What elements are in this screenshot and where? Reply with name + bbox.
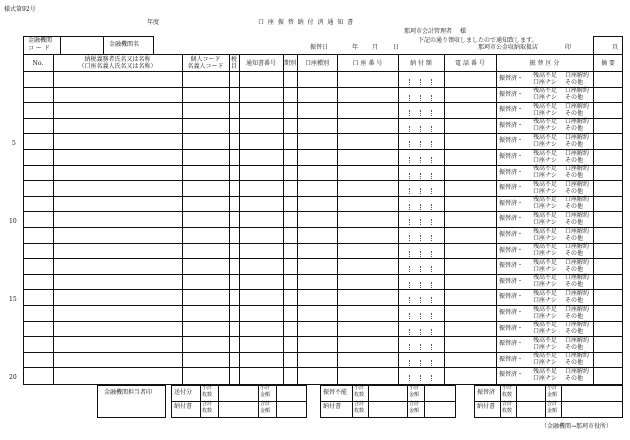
row-transfer-done: 振替済・ <box>499 199 524 207</box>
col-taxpayer-1: 納税義務者氏名又は名称 <box>84 56 151 63</box>
row-option-cancelled: 口座解約 <box>565 180 590 188</box>
row-transfer-done: 振替済・ <box>499 231 524 238</box>
issuer-name: 那珂市公金収納取扱店 <box>478 44 539 51</box>
row-option-other: その他 <box>565 359 584 367</box>
failed-count-label-2: 枚数 <box>354 408 365 414</box>
row-option-insufficient: 残高不足 <box>533 289 558 297</box>
row-option-other: その他 <box>565 374 584 382</box>
done-subtotal-count: 小計 <box>502 385 513 391</box>
row-transfer-done: 振替済・ <box>499 262 524 270</box>
day-label: 日 <box>393 44 400 51</box>
row-option-cancelled: 口座解約 <box>565 165 590 173</box>
row-option-insufficient: 残高不足 <box>533 258 558 266</box>
row-option-insufficient: 残高不足 <box>533 211 558 219</box>
row-option-other: その他 <box>565 328 584 336</box>
col-personal-code-2: 名義人コード <box>187 63 224 70</box>
row-option-insufficient: 残高不足 <box>533 196 558 204</box>
row-transfer-done: 振替済・ <box>499 153 524 160</box>
row-option-no-account: 口座ナシ <box>533 156 557 164</box>
row-option-no-account: 口座ナシ <box>533 250 557 258</box>
col-taxpayer-2: （口座名義人氏名又は名称） <box>78 63 157 70</box>
row-marker-15: 15 <box>9 296 17 303</box>
row-transfer-done: 振替済・ <box>499 246 524 254</box>
row-option-no-account: 口座ナシ <box>533 296 557 304</box>
row-option-no-account: 口座ナシ <box>533 374 557 382</box>
row-transfer-done: 振替済・ <box>499 371 524 379</box>
failed-total-count: 合計 <box>354 401 365 407</box>
row-option-cancelled: 口座解約 <box>565 258 590 266</box>
row-option-insufficient: 残高不足 <box>533 227 558 235</box>
row-option-insufficient: 残高不足 <box>533 321 558 329</box>
row-option-cancelled: 口座解約 <box>565 196 590 204</box>
sent-amount-label: 金額 <box>260 392 271 398</box>
row-option-no-account: 口座ナシ <box>533 172 557 180</box>
row-option-cancelled: 口座解約 <box>565 336 590 344</box>
row-option-insufficient: 残高不足 <box>533 165 558 173</box>
sent-subtotal-count: 小計 <box>202 385 213 391</box>
copy-note: （金融機関→那珂市役所） <box>541 423 613 430</box>
row-option-insufficient: 残高不足 <box>533 274 558 282</box>
row-option-cancelled: 口座解約 <box>565 305 590 313</box>
row-option-no-account: 口座ナシ <box>533 265 557 273</box>
row-option-other: その他 <box>565 312 584 320</box>
sent-subtotal-amount: 小計 <box>260 385 271 391</box>
row-option-insufficient: 残高不足 <box>533 102 558 110</box>
row-option-other: その他 <box>565 125 584 133</box>
row-option-no-account: 口座ナシ <box>533 109 557 117</box>
done-amount-label-2: 金額 <box>547 408 558 414</box>
row-transfer-done: 振替済・ <box>499 340 524 348</box>
col-no: No. <box>32 60 44 67</box>
failed-label: 振替不能 <box>323 389 348 396</box>
row-option-no-account: 口座ナシ <box>533 218 557 226</box>
row-transfer-done: 振替済・ <box>499 293 524 301</box>
row-option-insufficient: 残高不足 <box>533 149 558 157</box>
row-option-no-account: 口座ナシ <box>533 328 557 336</box>
form-number: 様式第92号 <box>4 6 36 13</box>
fiscal-year-label: 年度 <box>147 19 160 26</box>
bank-staff-seal-label: 金融機関担当者印 <box>104 389 153 396</box>
row-option-cancelled: 口座解約 <box>565 118 590 126</box>
col-transfer-class: 振 替 区 分 <box>529 60 560 67</box>
row-option-other: その他 <box>565 265 584 273</box>
failed-subtotal-count: 小計 <box>354 385 365 391</box>
row-option-cancelled: 口座解約 <box>565 227 590 235</box>
row-option-no-account: 口座ナシ <box>533 78 557 86</box>
col-account-no: 口 座 番 号 <box>352 60 383 67</box>
col-account-type: 口座種別 <box>304 60 329 67</box>
row-option-other: その他 <box>565 234 584 242</box>
row-transfer-done: 振替済・ <box>499 75 524 82</box>
transfer-date-label: 振替日 <box>310 44 329 51</box>
row-option-other: その他 <box>565 78 584 86</box>
row-transfer-done: 振替済・ <box>499 184 524 192</box>
col-notice-no: 通知書番号 <box>245 60 276 67</box>
row-option-insufficient: 残高不足 <box>533 367 558 375</box>
done-label: 振替済 <box>477 389 496 396</box>
row-option-no-account: 口座ナシ <box>533 359 557 367</box>
row-option-other: その他 <box>565 343 584 351</box>
row-transfer-done: 振替済・ <box>499 168 524 176</box>
col-tax-item-2: 目 <box>230 63 237 70</box>
failed-total-amount: 合計 <box>409 401 420 407</box>
page-label: 頁 <box>612 44 619 51</box>
row-transfer-done: 振替済・ <box>499 121 524 129</box>
row-transfer-done: 振替済・ <box>499 137 524 145</box>
failed-amount-label-2: 金額 <box>409 408 420 414</box>
row-option-cancelled: 口座解約 <box>565 87 590 95</box>
failed-count-label: 枚数 <box>354 392 365 398</box>
addressee: 那珂市会計管理者 <box>404 28 453 35</box>
col-personal-code-1: 個人コード <box>190 56 221 63</box>
row-option-other: その他 <box>565 109 584 117</box>
row-option-cancelled: 口座解約 <box>565 133 590 141</box>
row-transfer-done: 振替済・ <box>499 106 524 114</box>
col-phone: 電 話 番 号 <box>455 60 485 67</box>
bank-name-label: 金融機関名 <box>109 41 140 48</box>
row-option-no-account: 口座ナシ <box>533 94 557 102</box>
sent-payment-notice: 納付書 <box>174 403 193 410</box>
row-option-other: その他 <box>565 218 584 226</box>
bank-code-label-2: コ ー ド <box>28 45 50 52</box>
failed-payment-notice: 納付書 <box>323 403 342 410</box>
row-option-other: その他 <box>565 250 584 258</box>
issuer-seal: 印 <box>565 44 572 51</box>
row-transfer-done: 振替済・ <box>499 324 524 332</box>
row-option-cancelled: 口座解約 <box>565 243 590 251</box>
done-payment-notice: 納付書 <box>477 403 496 410</box>
row-option-insufficient: 残高不足 <box>533 352 558 360</box>
done-count-label-2: 枚数 <box>502 408 513 414</box>
done-count-label: 枚数 <box>502 392 513 398</box>
col-amount: 納 付 額 <box>410 60 432 67</box>
done-amount-label: 金額 <box>547 392 558 398</box>
row-option-other: その他 <box>565 296 584 304</box>
row-option-insufficient: 残高不足 <box>533 71 558 79</box>
row-option-insufficient: 残高不足 <box>533 243 558 251</box>
row-transfer-done: 振替済・ <box>499 90 524 98</box>
row-option-other: その他 <box>565 187 584 195</box>
col-remarks: 摘 要 <box>601 60 615 67</box>
row-marker-10: 10 <box>9 218 17 225</box>
row-option-cancelled: 口座解約 <box>565 71 590 79</box>
sent-count-label-2: 枚数 <box>202 408 213 414</box>
row-option-no-account: 口座ナシ <box>533 281 557 289</box>
row-option-other: その他 <box>565 281 584 289</box>
row-option-cancelled: 口座解約 <box>565 321 590 329</box>
row-option-cancelled: 口座解約 <box>565 274 590 282</box>
month-label: 月 <box>372 44 379 51</box>
row-option-insufficient: 残高不足 <box>533 180 558 188</box>
failed-subtotal-amount: 小計 <box>409 385 420 391</box>
row-transfer-done: 振替済・ <box>499 355 524 363</box>
row-option-no-account: 口座ナシ <box>533 312 557 320</box>
row-option-cancelled: 口座解約 <box>565 102 590 110</box>
year-label: 年 <box>352 44 359 51</box>
row-marker-20: 20 <box>9 374 17 381</box>
row-option-insufficient: 残高不足 <box>533 336 558 344</box>
row-option-cancelled: 口座解約 <box>565 352 590 360</box>
col-period: 期別 <box>283 60 296 67</box>
sent-label: 送付分 <box>174 389 193 396</box>
row-option-other: その他 <box>565 140 584 148</box>
notice-text: 下記の通り領収しましたので通知致します。 <box>418 37 538 44</box>
row-option-no-account: 口座ナシ <box>533 234 557 242</box>
row-option-no-account: 口座ナシ <box>533 343 557 351</box>
row-option-no-account: 口座ナシ <box>533 125 557 133</box>
form-title: 口 座 振 替 納 付 済 通 知 書 <box>258 19 355 26</box>
row-option-insufficient: 残高不足 <box>533 133 558 141</box>
row-option-insufficient: 残高不足 <box>533 118 558 126</box>
row-option-insufficient: 残高不足 <box>533 305 558 313</box>
row-option-cancelled: 口座解約 <box>565 149 590 157</box>
row-option-no-account: 口座ナシ <box>533 187 557 195</box>
row-option-cancelled: 口座解約 <box>565 367 590 375</box>
row-option-no-account: 口座ナシ <box>533 203 557 211</box>
sent-amount-label-2: 金額 <box>260 408 271 414</box>
row-option-other: その他 <box>565 94 584 102</box>
row-option-no-account: 口座ナシ <box>533 140 557 148</box>
row-option-cancelled: 口座解約 <box>565 289 590 297</box>
failed-amount-label: 金額 <box>409 392 420 398</box>
row-option-other: その他 <box>565 172 584 180</box>
row-transfer-done: 振替済・ <box>499 309 524 316</box>
row-option-insufficient: 残高不足 <box>533 87 558 95</box>
row-marker-5: 5 <box>12 140 16 147</box>
row-option-cancelled: 口座解約 <box>565 211 590 219</box>
sent-total-count: 合計 <box>202 401 213 407</box>
done-total-amount: 合計 <box>547 401 558 407</box>
done-subtotal-amount: 小計 <box>547 385 558 391</box>
row-transfer-done: 振替済・ <box>499 277 524 285</box>
done-total-count: 合計 <box>502 401 513 407</box>
row-option-other: その他 <box>565 203 584 211</box>
bank-code-label-1: 金融機関 <box>28 37 53 44</box>
row-transfer-done: 振替済・ <box>499 215 524 223</box>
sent-count-label: 枚数 <box>202 392 213 398</box>
col-tax-item-1: 税 <box>230 56 237 63</box>
sent-total-amount: 合計 <box>260 401 271 407</box>
page-box <box>593 36 623 55</box>
row-option-other: その他 <box>565 156 584 164</box>
honorific: 様 <box>460 28 467 35</box>
